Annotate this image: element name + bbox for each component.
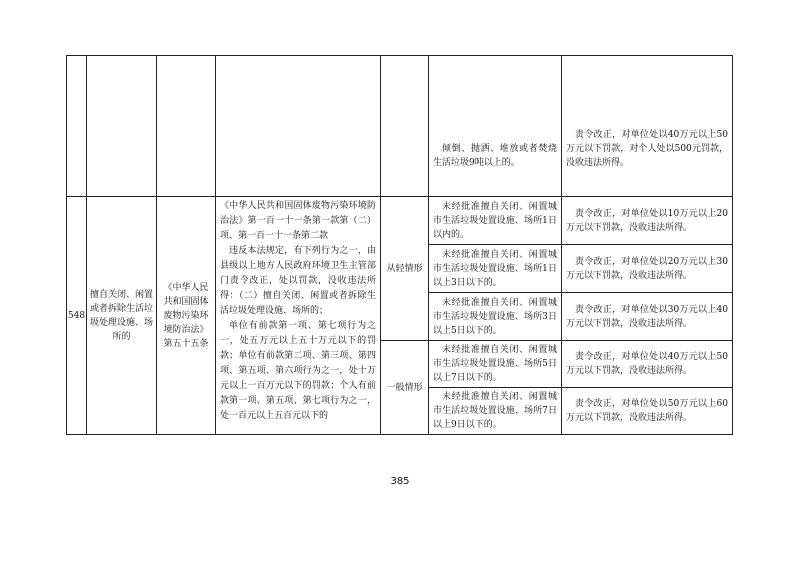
- table-row: [67, 197, 733, 245]
- penalty-basis-cell: [216, 197, 381, 435]
- circumstance-light: 从轻情形: [381, 197, 429, 341]
- continued-row: [67, 56, 733, 197]
- empty-cell: [216, 56, 381, 197]
- empty-cell: [87, 56, 157, 197]
- condition-cell: 未经批准擅自关闭、闲置城市生活垃圾处置设施、场所7日以上9日以下的。: [429, 388, 562, 435]
- condition-cell: 倾倒、抛洒、堆放或者焚烧生活垃圾9吨以上的。: [429, 56, 562, 197]
- empty-cell: [381, 56, 429, 197]
- penalty-cell: 责令改正，对单位处以20万元以上30万元以下罚款，没收违法所得。: [562, 245, 733, 293]
- condition-cell: 未经批准擅自关闭、闲置城市生活垃圾处置设施、场所1日以内的。: [429, 197, 562, 245]
- violation-cell: 擅自关闭、闲置或者拆除生活垃圾处理设施、场所的: [87, 197, 157, 435]
- basis-title: 《中华人民共和国固体废物污染环境防治法》第一百一十一条第一款第（二）项、第一百一十一条第二款: [220, 201, 376, 241]
- law-reference-cell: 《中华人民共和国固体废物污染环境防治法》第五十五条: [157, 197, 216, 435]
- penalty-cell: 责令改正，对单位处以30万元以上40万元以下罚款，没收违法所得。: [562, 293, 733, 341]
- condition-cell: 未经批准擅自关闭、闲置城市生活垃圾处置设施、场所3日以上5日以下的。: [429, 293, 562, 341]
- empty-cell: [67, 56, 87, 197]
- empty-cell: [157, 56, 216, 197]
- penalty-cell: 责令改正，对单位处以40万元以上50万元以下罚款，对个人处以500元罚款，没收违法所得。: [562, 56, 733, 197]
- penalty-table: [66, 55, 733, 435]
- entry-number: 548: [67, 197, 87, 435]
- condition-cell: 未经批准擅自关闭、闲置城市生活垃圾处置设施、场所1日以上3日以下的。: [429, 245, 562, 293]
- penalty-cell: 责令改正，对单位处以10万元以上20万元以下罚款，没收违法所得。: [562, 197, 733, 245]
- penalty-cell: 责令改正，对单位处以40万元以上50万元以下罚款，没收违法所得。: [562, 341, 733, 388]
- basis-paragraph: 单位有前款第一项、第七项行为之一，处五万元以上五十万元以下的罚款；单位有前款第二项、第三项、第四项、第五项、第六项行为之一，处十万元以上一百万元以下的罚款；个人有前款第一项、第五项、第七项行为之一，处一百元以上五百元以下的: [220, 321, 376, 421]
- basis-paragraph: 违反本法规定，有下列行为之一，由县级以上地方人民政府环境卫生主管部门责令改正，处以罚款，没收违法所得：（二）擅自关闭、闲置或者拆除生活垃圾处理设施、场所的；: [220, 246, 376, 316]
- page-number: 385: [390, 476, 410, 487]
- condition-cell: 未经批准擅自关闭、闲置城市生活垃圾处置设施、场所5日以上7日以下的。: [429, 341, 562, 388]
- circumstance-general: 一般情形: [381, 341, 429, 435]
- penalty-cell: 责令改正，对单位处以50万元以上60万元以下罚款，没收违法所得。: [562, 388, 733, 435]
